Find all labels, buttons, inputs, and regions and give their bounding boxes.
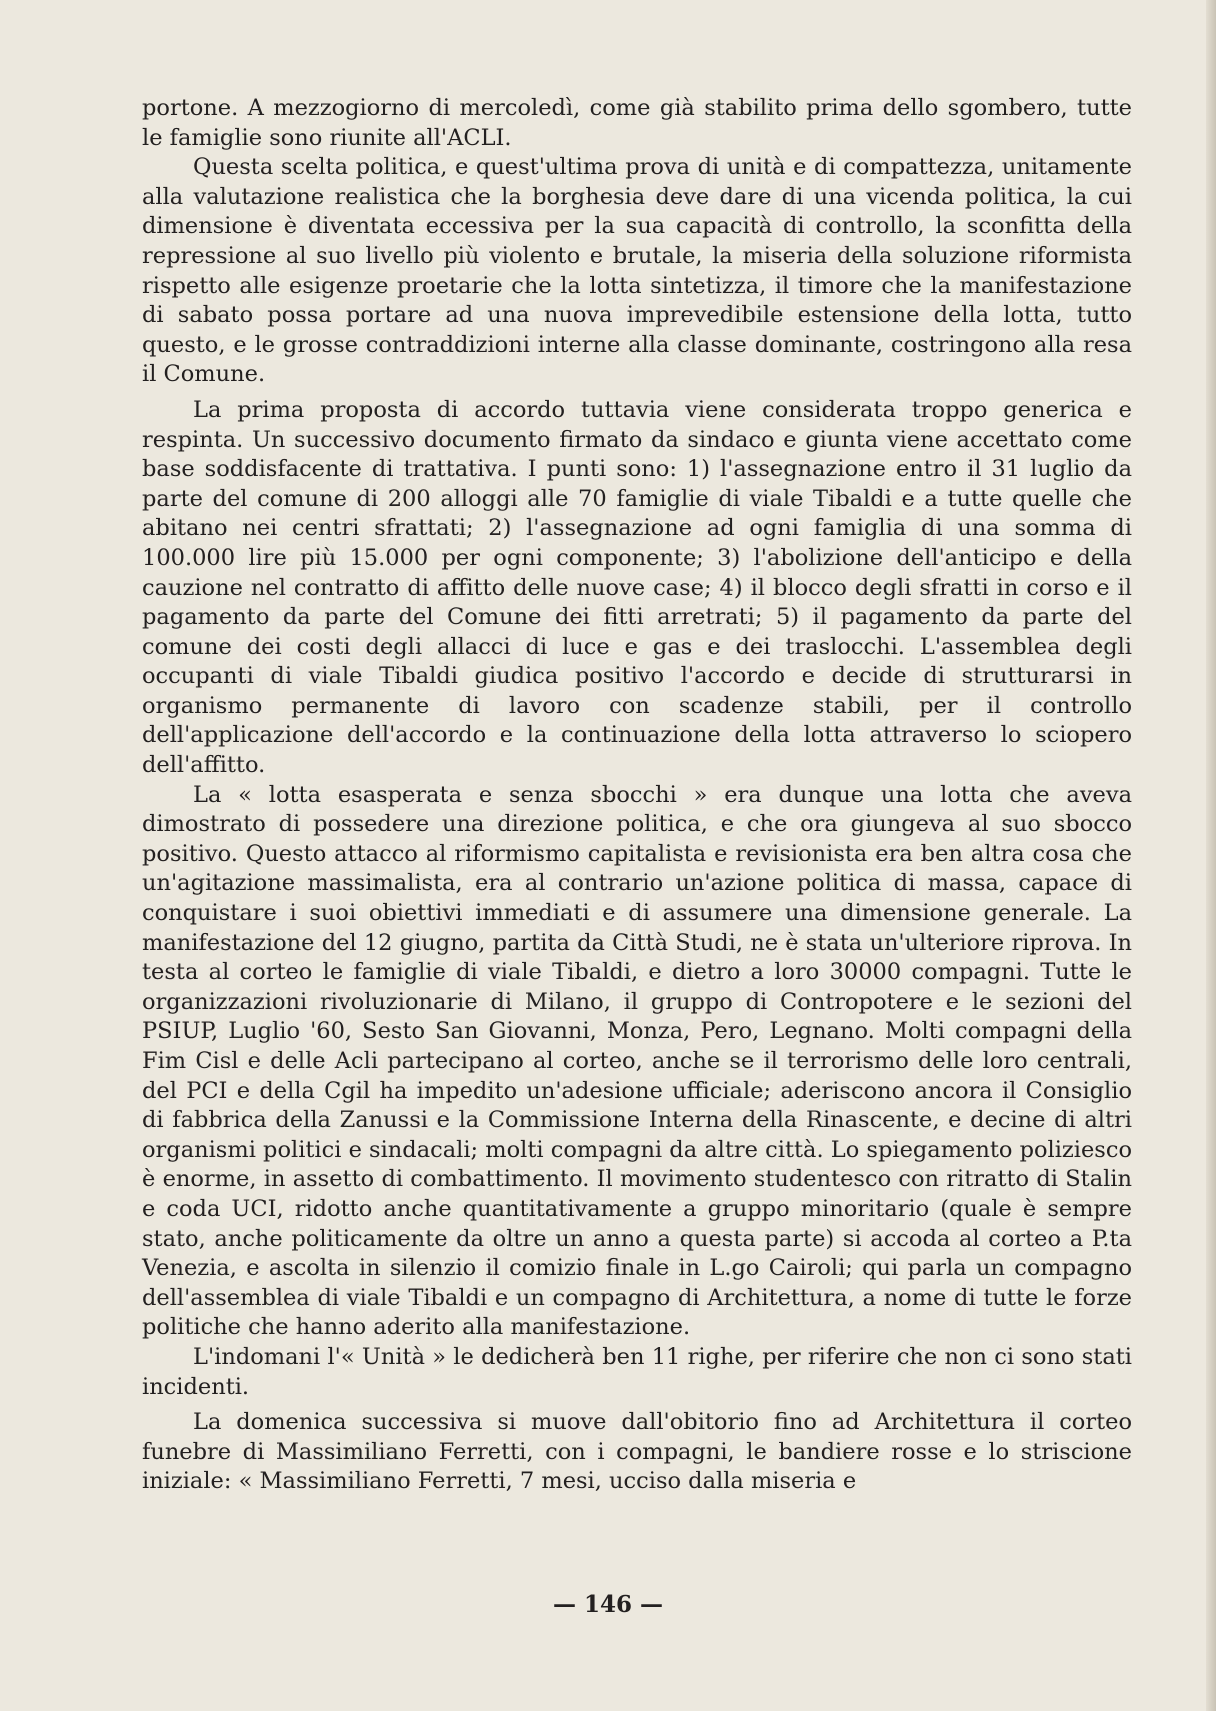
paragraph-portone: portone. A mezzogiorno di mercoledì, come già stabilito prima dello sgombero, tutte le famiglie sono riunite all'ACLI. (142, 95, 1132, 151)
paragraph-lotta-esasperata: La « lotta esasperata e senza sbocchi » era dunque una lotta che aveva dimostrato di possedere una direzione politica, e che ora giungeva al suo sbocco positivo. Questo attacco al riformismo capitalista e revisionista era ben altra cosa che un'agitazione massimalista, era al contrario un'azione politica di massa, capace di conquistare i suoi obiettivi immediati e di assumere una dimensione generale. La manifestazione del 12 giugno, partita da Città Studi, ne è stata un'ulteriore riprova. In testa al corteo le famiglie di viale Tibaldi, e dietro a loro 30000 compagni. Tutte le organizzazioni rivoluzionarie di Milano, il gruppo di Contropotere e le sezioni del PSIUP, Luglio '60, Sesto San Giovanni, Monza, Pero, Legnano. Molti compagni della Fim Cisl e delle Acli partecipano al corteo, anche se il terrorismo delle loro centrali, del PCI e della Cgil ha impedito un'adesione ufficiale; aderiscono ancora il Consiglio di fabbrica della Zanussi e la Commissione Interna della Rinascente, e decine di altri organismi politici e sindacali; molti compagni da altre città. Lo spiegamento poliziesco è enorme, in assetto di combattimento. Il movimento studentesco con ritratto di Stalin e coda UCI, ridotto anche quantitativamente a gruppo minoritario (quale è sempre stato, anche politicamente da oltre un anno a questa parte) si accoda al corteo a P.ta Venezia, e ascolta in silenzio il comizio finale in L.go Cairoli; qui parla un compagno dell'assemblea di viale Tibaldi e un compagno di Architettura, a nome di tutte le forze politiche che hanno aderito alla manifestazione. (142, 781, 1132, 1341)
paragraph-scelta-politica: Questa scelta politica, e quest'ultima prova di unità e di compattezza, unitamente alla valutazione realistica che la borghesia deve dare di una vicenda politica, la cui dimensione è diventata eccessiva per la sua capacità di controllo, la sconfitta della repressione al suo livello più violento e brutale, la miseria della soluzione riformista rispetto alle esigenze proetarie che la lotta sintetizza, il timore che la manifestazione di sabato possa portare ad una nuova imprevedibile estensione della lotta, tutto questo, e le grosse contraddizioni interne alla classe dominante, costringono alla resa il Comune. (142, 154, 1132, 388)
paragraph-unita: L'indomani l'« Unità » le dedicherà ben 11 righe, per riferire che non ci sono stati incidenti. (142, 1343, 1132, 1400)
paragraph-accordo: La prima proposta di accordo tuttavia viene considerata troppo generica e respinta. Un successivo documento firmato da sindaco e giunta viene accettato come base soddisfacente di trattativa. I punti sono: 1) l'assegnazione entro il 31 luglio da parte del comune di 200 alloggi alle 70 famiglie di viale Tibaldi e a tutte quelle che abitano nei centri sfrattati; 2) l'assegnazione ad ogni famiglia di una somma di 100.000 lire più 15.000 per ogni componente; 3) l'abolizione dell'anticipo e della cauzione nel contratto di affitto delle nuove case; 4) il blocco degli sfratti in corso e il pagamento da parte del Comune dei fitti arretrati; 5) il pagamento da parte del comune dei costi degli allacci di luce e gas e dei traslocchi. L'assemblea degli occupanti di viale Tibaldi giudica positivo l'accordo e decide di strutturarsi in organismo permanente di lavoro con scadenze stabili, per il controllo dell'applicazione dell'accordo e la continuazione della lotta attraverso lo sciopero dell'affitto. (142, 396, 1132, 779)
body-text (142, 94, 1132, 1497)
page-number: — 146 — (552, 1591, 664, 1618)
paragraph-corteo-funebre: La domenica successiva si muove dall'obitorio fino ad Architettura il corteo funebre di Massimiliano Ferretti, con i compagni, le bandiere rosse e lo striscione iniziale: « Massimiliano Ferretti, 7 mesi, ucciso dalla miseria e (142, 1409, 1132, 1495)
